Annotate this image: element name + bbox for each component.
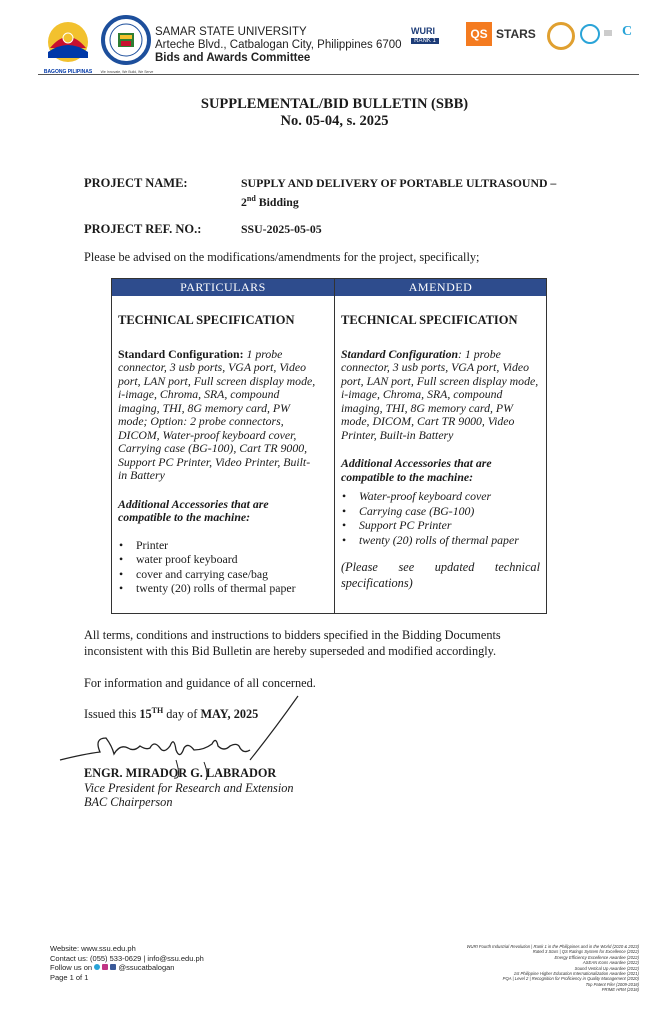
wurj-label: WURI: [411, 26, 435, 36]
award-seal-icon: [547, 22, 575, 50]
project-name-line2: [241, 191, 556, 210]
bidding-ordinal: 2: [241, 194, 247, 209]
rank-label: RANK 1: [411, 38, 439, 44]
header-particulars: PARTICULARS: [112, 279, 334, 296]
signatory-title: Vice President for Research and Extension: [84, 780, 294, 795]
amended-note: (Please see updated technical specifications): [341, 560, 540, 590]
cert-logo-icon: [580, 24, 600, 44]
amended-config: [341, 348, 540, 443]
c-logo-icon: C: [622, 24, 633, 39]
particulars-accessories-label: Additional Accessories that are compatible to the machine:: [118, 496, 269, 524]
particulars-heading: TECHNICAL SPECIFICATION: [118, 313, 295, 327]
project-name-label: PROJECT NAME:: [84, 176, 188, 190]
award-line: WURI Fourth Industrial Revolution | Rank 1 in the Philippines and in the World (2020 & 2023): [466, 944, 639, 949]
guidance-paragraph: For information and guidance of all concerned.: [84, 676, 316, 690]
ssu-tagline: We Innovate, We Build, We Serve: [100, 70, 154, 74]
header-amended: AMENDED: [335, 279, 546, 296]
footer-contact-line: Contact us: (055) 533-0629 | info@ssu.edu.ph: [50, 953, 204, 963]
issued-day-sup: TH: [151, 706, 164, 715]
list-item: • twenty (20) rolls of thermal paper: [359, 533, 540, 548]
particulars-config-label: Standard Configuration:: [118, 346, 244, 361]
university-address: Arteche Blvd., Catbalogan City, Philippines 6700: [155, 39, 402, 51]
amended-config-text: : 1 probe connector, 3 usb ports, VGA port, Video port, LAN port, Full screen display mode, i-image, Chroma, SRA, compound imaging, THI, 8G memory card, PW mode, DICOM, Cart TR 9000, Video Printer, Built-in Battery: [341, 346, 539, 442]
social-icons: [94, 963, 116, 973]
page-number: Page 1 of 1: [50, 972, 89, 982]
award-line: 1st Philippine Higher Education Internationalization Awardee (2021): [513, 971, 639, 977]
footer-handle: @ssucatbalogan: [118, 963, 175, 972]
project-ref-label: PROJECT REF. NO.:: [84, 222, 202, 236]
award-line: Energy Efficiency Excellence Awardee (2022): [554, 954, 639, 960]
qs-icon: QS: [466, 22, 492, 46]
small-logo-icon: [604, 30, 612, 36]
wurj-badge: [411, 26, 463, 54]
award-line: Sound Vertical Up Awardee (2022): [574, 965, 639, 971]
header-divider: [38, 74, 639, 75]
bidding-ordinal-sup: nd: [246, 194, 256, 203]
project-name-line1: SUPPLY AND DELIVERY OF PORTABLE ULTRASOUND –: [241, 176, 557, 190]
footer-contact: [50, 944, 204, 982]
footer-awards: [399, 944, 639, 993]
list-item: • Water-proof keyboard cover: [359, 489, 540, 504]
list-item: • twenty (20) rolls of thermal paper: [136, 581, 318, 596]
project-ref-value: SSU-2025-05-05: [241, 222, 322, 236]
bulletin-title: SUPPLEMENTAL/BID BULLETIN (SBB): [200, 96, 469, 112]
signatory-block: [84, 766, 294, 810]
amended-accessories-list: [341, 489, 540, 547]
amended-heading: TECHNICAL SPECIFICATION: [341, 313, 518, 327]
footer-website: Website: www.ssu.edu.ph: [50, 944, 136, 953]
award-line: ASEAN Icons Awardee (2022): [582, 960, 639, 966]
list-item: • Carrying case (BG-100): [359, 504, 540, 519]
bidding-word: Bidding: [255, 194, 299, 209]
office-name: Bids and Awards Committee: [155, 52, 311, 64]
bagong-pilipinas-text: BAGONG PILIPINAS: [43, 69, 93, 75]
issued-prefix: Issued this: [84, 707, 140, 722]
list-item: • water proof keyboard: [136, 552, 318, 567]
amended-accessories-label: Additional Accessories that are compatible to the machine:: [341, 456, 492, 484]
letterhead: [0, 0, 669, 80]
footer-follow: [50, 963, 204, 973]
facebook-icon: [110, 964, 116, 970]
issued-month-year: MAY, 2025: [200, 707, 259, 722]
amendments-table: [111, 278, 547, 614]
terms-paragraph: All terms, conditions and instructions to bidders specified in the Bidding Documents inconsistent with this Bid Bulletin are hereby superseded and modified accordingly.: [84, 628, 501, 658]
instagram-icon: [102, 964, 108, 970]
twitter-icon: [94, 964, 100, 970]
footer-follow-label: Follow us on: [50, 963, 93, 972]
bagong-pilipinas-logo: [40, 18, 96, 74]
particulars-config-text: 1 probe connector, 3 usb ports, VGA port, Video port, LAN port, Full screen display mode, i-image, Chroma, SRA, compound imaging, THI, 8G memory card, PW mode; Option: 2 probe connectors, DICOM, Water-proof keyboard cover, Carrying case (BG-100), Cart TR 9000, Support PC Printer, Video Printer, Built-in Battery: [118, 346, 316, 482]
column-divider: [334, 279, 335, 613]
award-line: PQA | Level 2 | Recognition for Proficiency in Quality Management (2020): [502, 976, 639, 982]
ssu-seal-logo: [100, 15, 154, 77]
bulletin-title-block: [0, 96, 669, 130]
list-item: • Support PC Printer: [359, 518, 540, 533]
stars-label: STARS: [496, 27, 536, 41]
signatory-role: BAC Chairperson: [84, 795, 173, 809]
list-item: • cover and carrying case/bag: [136, 567, 318, 582]
university-block: [155, 26, 402, 65]
particulars-accessories-list: [118, 538, 318, 596]
issued-middle: day of: [163, 707, 201, 722]
particulars-column: [118, 296, 318, 596]
project-name-value: [241, 176, 556, 210]
particulars-config: [118, 348, 318, 483]
university-name: SAMAR STATE UNIVERSITY: [155, 26, 307, 38]
amended-column: [341, 296, 540, 591]
amended-config-label: Standard Configuration: [341, 346, 459, 361]
bulletin-number: No. 05-04, s. 2025: [280, 113, 389, 129]
intro-text: Please be advised on the modifications/amendments for the project, specifically;: [84, 250, 480, 264]
issued-day: 15TH: [139, 706, 164, 722]
award-line: Top Patent Filer (2009-2018): [585, 981, 639, 987]
signatory-name: ENGR. MIRADOR G. LABRADOR: [84, 766, 277, 780]
qs-stars-badge: [466, 22, 536, 50]
list-item: • Printer: [136, 538, 318, 553]
award-line: PRIME HRM (2018): [601, 987, 639, 993]
award-line: Rated 3 Stars | QS Ratings System for Excellence (2022): [532, 949, 639, 955]
